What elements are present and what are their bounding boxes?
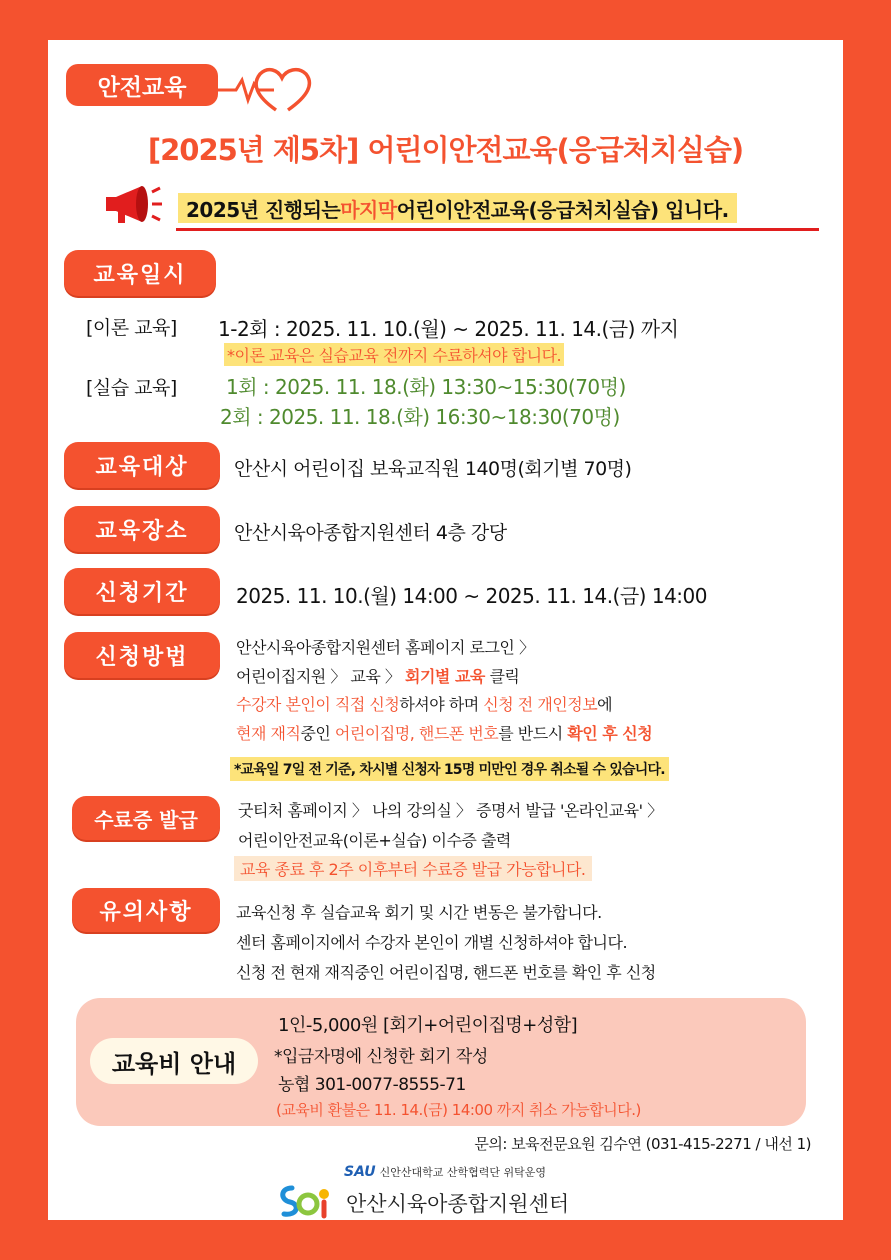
university-line [344, 1164, 546, 1180]
method-highlight: 현재 재직 [236, 724, 301, 743]
fee-depositor-note: *입금자명에 신청한 회기 작성 [274, 1047, 488, 1067]
theory-note: *이론 교육은 실습교육 전까지 수료하셔야 합니다. [224, 343, 564, 366]
safety-education-badge: 안전교육 [66, 64, 218, 106]
practice-session-1: 1회 : 2025. 11. 18.(화) 13:30~15:30(70명) [226, 375, 626, 399]
section-label-place: 교육장소 [64, 506, 220, 552]
method-highlight: 확인 후 신청 [567, 724, 653, 743]
certificate-line-2: 어린이안전교육(이론+실습) 이수증 출력 [238, 831, 511, 850]
practice-label: [실습 교육] [86, 377, 177, 399]
period-value: 2025. 11. 10.(월) 14:00 ~ 2025. 11. 14.(금) 14:00 [236, 584, 707, 608]
target-value: 안산시 어린이집 보육교직원 140명(회기별 70명) [234, 458, 632, 480]
last-session-notice [178, 193, 737, 223]
megaphone-icon [104, 184, 166, 226]
theory-label: [이론 교육] [86, 317, 177, 339]
method-line-1: 안산시육아종합지원센터 홈페이지 로그인 〉 [236, 638, 535, 657]
section-label-certificate: 수료증 발급 [72, 796, 220, 840]
method-highlight: 어린이집명, 핸드폰 번호 [334, 724, 499, 743]
fee-bank-account: 농협 301-0077-8555-71 [278, 1075, 466, 1095]
caution-line-2: 센터 홈페이지에서 수강자 본인이 개별 신청하셔야 합니다. [236, 933, 628, 952]
method-step: 어린이집지원 〉 교육 〉 [236, 667, 401, 686]
section-label-schedule: 교육일시 [64, 250, 216, 296]
method-line-3 [236, 692, 612, 715]
method-highlight: 회기별 교육 [405, 667, 485, 686]
notice-text-end: 어린이안전교육(응급처치실습) 입니다. [396, 197, 729, 222]
certificate-line-1: 굿티처 홈페이지 〉 나의 강의실 〉 증명서 발급 '온라인교육' 〉 [238, 801, 663, 820]
fee-amount: 1인-5,000원 [회기+어린이집명+성함] [278, 1015, 578, 1036]
section-label-caution: 유의사항 [72, 888, 220, 932]
method-text: 하셔야 하며 [399, 695, 484, 714]
notice-text: 2025년 진행되는 [186, 197, 341, 222]
section-label-target: 교육대상 [64, 442, 220, 488]
method-highlight: 신청 전 개인정보 [483, 695, 598, 714]
method-cancel-note: *교육일 7일 전 기준, 차시별 신청자 15명 미만인 경우 취소될 수 있습니다. [230, 757, 669, 781]
fee-refund-note: (교육비 환불은 11. 14.(금) 14:00 까지 취소 가능합니다.) [276, 1101, 641, 1119]
university-logo: SAU [344, 1164, 376, 1180]
caution-line-3: 신청 전 현재 재직중인 어린이집명, 핸드폰 번호를 확인 후 신청 [236, 963, 656, 982]
notice-underline [176, 228, 819, 231]
caution-line-1: 교육신청 후 실습교육 회기 및 시간 변동은 불가합니다. [236, 903, 602, 922]
fee-label: 교육비 안내 [90, 1038, 258, 1084]
center-logo-icon [276, 1182, 338, 1220]
method-highlight: 수강자 본인이 직접 신청 [236, 695, 400, 714]
page-title: [2025년 제5차] 어린이안전교육(응급처치실습) [147, 133, 744, 167]
method-text: 중인 [300, 724, 335, 743]
theory-value: 1-2회 : 2025. 11. 10.(월) ~ 2025. 11. 14.(금) 까지 [218, 317, 679, 341]
contact-info: 문의: 보육전문요원 김수연 (031-415-2271 / 내선 1) [474, 1135, 811, 1153]
method-line-2 [236, 664, 519, 687]
center-name: 안산시육아종합지원센터 [346, 1192, 570, 1216]
practice-session-2: 2회 : 2025. 11. 18.(화) 16:30~18:30(70명) [220, 405, 620, 429]
heartbeat-heart-icon [216, 62, 316, 114]
section-label-period: 신청기간 [64, 568, 220, 614]
notice-highlight: 마지막 [340, 197, 397, 222]
method-step-end: 클릭 [484, 667, 520, 686]
university-operation: 신안산대학교 산학협력단 위탁운영 [379, 1166, 547, 1179]
section-label-method: 신청방법 [64, 632, 220, 678]
method-text: 를 반드시 [498, 724, 568, 743]
place-value: 안산시육아종합지원센터 4층 강당 [234, 522, 507, 544]
method-line-4 [236, 721, 652, 744]
certificate-note: 교육 종료 후 2주 이후부터 수료증 발급 가능합니다. [234, 856, 592, 881]
method-text: 에 [597, 695, 613, 714]
